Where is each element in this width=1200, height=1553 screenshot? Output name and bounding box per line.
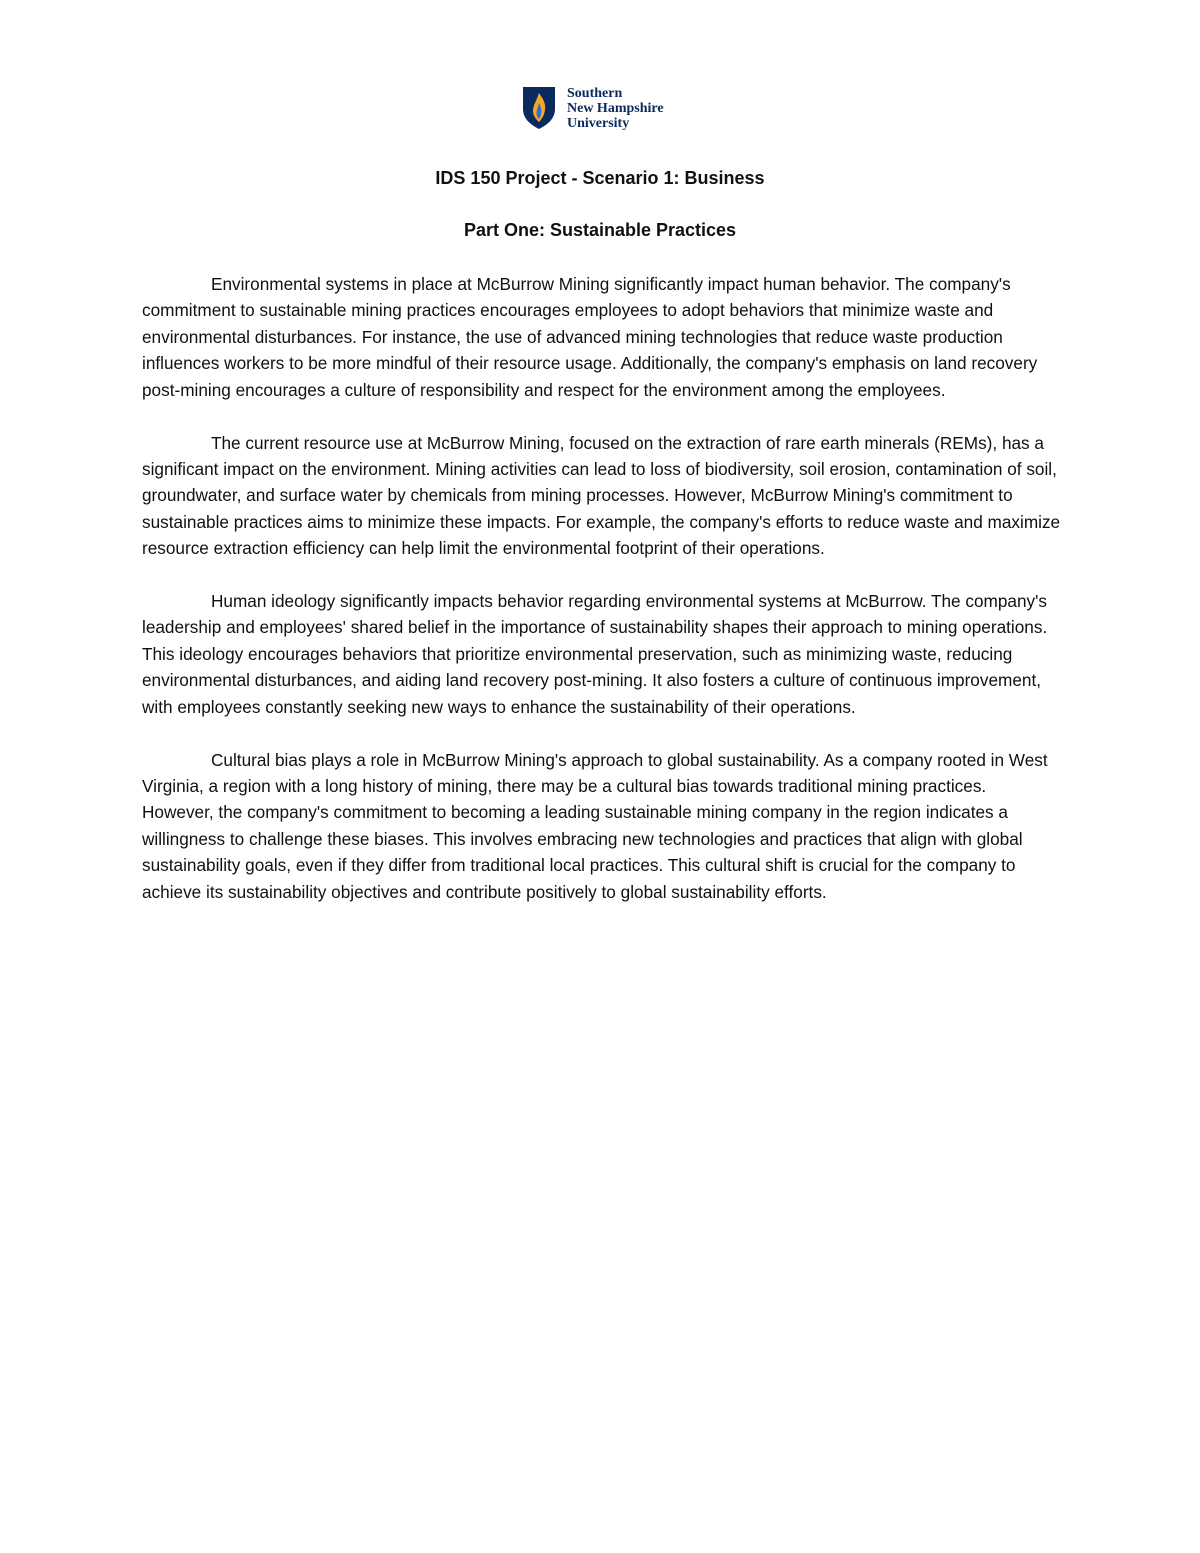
logo-line-3: University	[567, 115, 630, 131]
university-logo	[521, 84, 664, 132]
paragraph-cultural-bias: Cultural bias plays a role in McBurrow Mining's approach to global sustainability. As a company rooted in West Virginia, a region with a long history of mining, there may be a cultural bias towards traditional mining practices. However, the company's commitment to becoming a leading sustainable mining company in the region indicates a willingness to challenge these biases. This involves embracing new technologies and practices that align with global sustainability goals, even if they differ from traditional local practices. This cultural shift is crucial for the company to achieve its sustainability objectives and contribute positively to global sustainability efforts.	[142, 749, 1048, 902]
logo-wordmark	[567, 86, 664, 131]
paragraph-environmental-systems: Environmental systems in place at McBurrow Mining significantly impact human behavior. The company's commitment to sustainable mining practices encourages employees to adopt behaviors that minimize waste and environmental disturbances. For instance, the use of advanced mining technologies that reduce waste production influences workers to be more mindful of their resource usage. Additionally, the company's emphasis on land recovery post-mining encourages a culture of responsibility and respect for the environment among the employees.	[142, 274, 1038, 400]
section-heading: Part One: Sustainable Practices	[463, 220, 737, 240]
document-title: IDS 150 Project - Scenario 1: Business	[435, 168, 765, 188]
logo-line-2: New Hampshire	[567, 100, 664, 116]
document-body	[142, 271, 1062, 932]
shield-flame-icon	[521, 85, 557, 131]
paragraph-resource-use: The current resource use at McBurrow Mining, focused on the extraction of rare earth minerals (REMs), has a significant impact on the environment. Mining activities can lead to loss of biodiversity, soil erosion, contamination of soil, groundwater, and surface water by chemicals from mining processes. However, McBurrow Mining's commitment to sustainable practices aims to minimize these impacts. For example, the company's efforts to reduce waste and maximize resource extraction efficiency can help limit the environmental footprint of their operations.	[142, 432, 1061, 559]
paragraph-human-ideology: Human ideology significantly impacts behavior regarding environmental systems at McBurrow. The company's leadership and employees' shared belief in the importance of sustainability shapes their approach to mining operations. This ideology encourages behaviors that prioritize environmental preservation, such as minimizing waste, reducing environmental disturbances, and aiding land recovery post-mining. It also fosters a culture of continuous improvement, with employees constantly seeking new ways to enhance the sustainability of their operations.	[142, 591, 1048, 717]
logo-line-1: Southern	[567, 85, 623, 101]
